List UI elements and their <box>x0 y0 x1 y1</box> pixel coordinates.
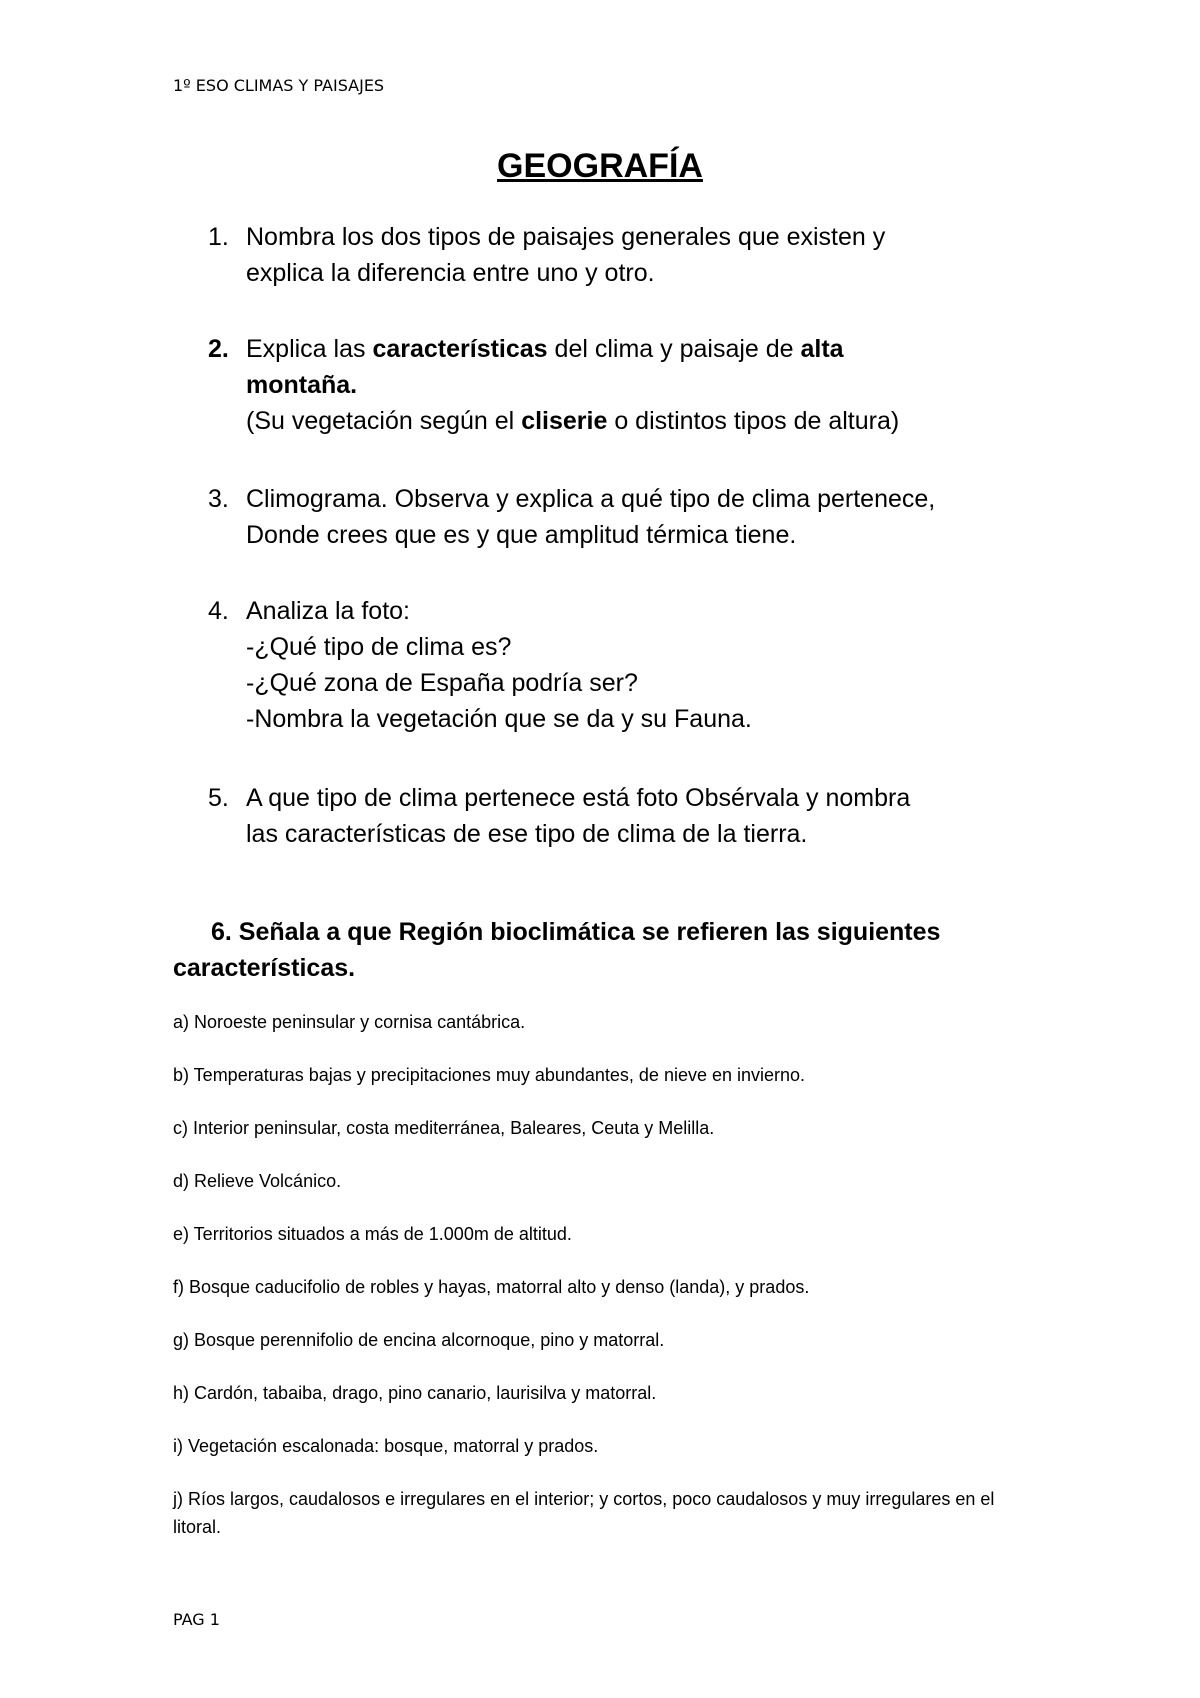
list-item: g) Bosque perennifolio de encina alcornoque, pino y matorral. <box>173 1330 665 1350</box>
question-6 <box>173 914 1053 986</box>
bold-term: cliserie <box>521 407 608 435</box>
list-item: c) Interior peninsular, costa mediterránea, Baleares, Ceuta y Melilla. <box>173 1118 715 1138</box>
question-line: A que tipo de clima pertenece está foto Obsérvala y nombra <box>246 784 911 812</box>
question-line <box>246 331 1076 367</box>
text-run: del clima y paisaje de <box>547 335 801 363</box>
question-text <box>246 219 1076 291</box>
page-header: 1º ESO CLIMAS Y PAISAJES <box>173 76 385 95</box>
question-text <box>246 593 1076 737</box>
question-number: 4. <box>208 597 229 625</box>
question-text <box>246 780 1076 852</box>
page-footer: PAG 1 <box>173 1610 220 1629</box>
question-text <box>246 331 1076 439</box>
question-number: 5. <box>208 784 229 812</box>
list-item: e) Territorios situados a más de 1.000m de altitud. <box>173 1224 572 1244</box>
bold-term: características <box>372 335 548 363</box>
question-text <box>246 481 1076 553</box>
question-line: Climograma. Observa y explica a qué tipo de clima pertenece, <box>246 485 936 513</box>
question-line: Nombra los dos tipos de paisajes generales que existen y <box>246 223 886 251</box>
question-line: -¿Qué tipo de clima es? <box>246 633 512 661</box>
question-number: 2. <box>208 335 229 363</box>
text-run: Explica las <box>246 335 373 363</box>
question-line <box>173 914 1053 950</box>
question-line: las características de ese tipo de clima de la tierra. <box>246 820 808 848</box>
question-line: Donde crees que es y que amplitud térmica tiene. <box>246 521 797 549</box>
list-item: d) Relieve Volcánico. <box>173 1171 342 1191</box>
question-line <box>246 367 1076 403</box>
list-item: j) Ríos largos, caudalosos e irregulares en el interior; y cortos, poco caudalosos y muy irregulares en el litoral. <box>173 1489 995 1537</box>
list-item: h) Cardón, tabaiba, drago, pino canario, laurisilva y matorral. <box>173 1383 657 1403</box>
question-number: 1. <box>208 223 229 251</box>
bold-term: montaña. <box>246 371 358 399</box>
bold-term: alta <box>800 335 844 363</box>
text-run: (Su vegetación según el <box>246 407 522 435</box>
list-item: b) Temperaturas bajas y precipitaciones muy abundantes, de nieve en invierno. <box>173 1065 806 1085</box>
characteristics-list <box>173 1008 1043 1566</box>
question-line: Analiza la foto: <box>246 597 410 625</box>
text-run: 6. Señala a que Región bioclimática se refieren las siguientes <box>211 918 941 946</box>
question-line: -¿Qué zona de España podría ser? <box>246 669 638 697</box>
question-line: características. <box>173 954 356 982</box>
list-item: f) Bosque caducifolio de robles y hayas, matorral alto y denso (landa), y prados. <box>173 1277 810 1297</box>
question-number: 3. <box>208 485 229 513</box>
question-line: explica la diferencia entre uno y otro. <box>246 259 655 287</box>
page-title: GEOGRAFÍA <box>497 147 703 185</box>
question-line: -Nombra la vegetación que se da y su Fauna. <box>246 705 752 733</box>
question-line <box>246 403 1076 439</box>
text-run: o distintos tipos de altura) <box>607 407 900 435</box>
list-item: i) Vegetación escalonada: bosque, matorral y prados. <box>173 1436 599 1456</box>
list-item: a) Noroeste peninsular y cornisa cantábrica. <box>173 1012 526 1032</box>
